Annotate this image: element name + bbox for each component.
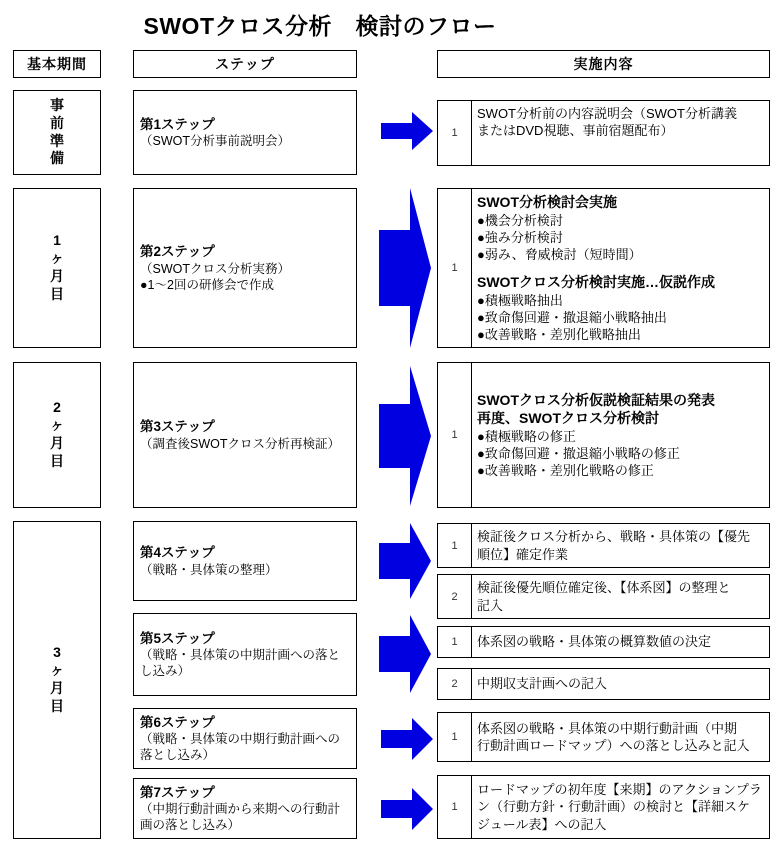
detail-box-4b[interactable] bbox=[437, 574, 770, 619]
arrow-step1-icon bbox=[381, 112, 433, 150]
step-box-6[interactable] bbox=[133, 708, 357, 769]
detail-line: 検証後優先順位確定後、【体系図】の整理と bbox=[477, 580, 731, 596]
detail-line: ●強み分析検討 bbox=[477, 229, 563, 245]
detail-line: ●積極戦略の修正 bbox=[477, 429, 576, 445]
period-char: 備 bbox=[50, 150, 64, 167]
detail-body bbox=[472, 669, 769, 699]
detail-line: ●改善戦略・差別化戦略抽出 bbox=[477, 327, 641, 343]
detail-line: ●機会分析検討 bbox=[477, 212, 563, 228]
detail-line: 中期収支計画への記入 bbox=[477, 676, 608, 692]
period-char: 目 bbox=[50, 697, 64, 714]
step-box-4[interactable] bbox=[133, 521, 357, 601]
detail-heading: SWOTクロス分析検討実施…仮説作成 bbox=[477, 274, 715, 291]
period-char: ヶ bbox=[50, 662, 64, 679]
detail-line: 順位】確定作業 bbox=[477, 546, 569, 562]
detail-box-5b[interactable] bbox=[437, 668, 770, 700]
period-char: 月 bbox=[50, 268, 64, 284]
detail-line: 検証後クロス分析から、戦略・具体策の【優先 bbox=[477, 529, 751, 545]
detail-heading: SWOT分析検討会実施 bbox=[477, 194, 617, 210]
detail-body bbox=[472, 627, 769, 657]
detail-line: 体系図の戦略・具体策の中期行動計画（中期 bbox=[477, 720, 738, 736]
arrow-step5-icon bbox=[379, 615, 431, 693]
detail-number: 2 bbox=[438, 575, 472, 618]
step-box-5[interactable] bbox=[133, 613, 357, 696]
step-subtitle: （SWOT分析事前説明会） bbox=[140, 134, 290, 149]
detail-body bbox=[472, 363, 769, 507]
arrow-step6-icon bbox=[381, 718, 433, 760]
step-title: 第5ステップ bbox=[140, 630, 215, 646]
arrow-step3-icon bbox=[379, 366, 431, 506]
detail-line: ●弱み、脅威検討（短時間） bbox=[477, 247, 642, 263]
detail-line: ●改善戦略・差別化戦略の修正 bbox=[477, 463, 654, 479]
detail-number: 1 bbox=[438, 524, 472, 567]
period-char: 2 bbox=[53, 399, 61, 416]
detail-number: 1 bbox=[438, 101, 472, 165]
step-title: 第3ステップ bbox=[140, 419, 215, 435]
detail-number: 2 bbox=[438, 669, 472, 699]
detail-line: 体系図の戦略・具体策の概算数値の決定 bbox=[477, 634, 712, 650]
period-cell-pre bbox=[13, 90, 101, 175]
detail-box-6[interactable] bbox=[437, 712, 770, 762]
page-title: SWOTクロス分析 検討のフロー bbox=[143, 13, 497, 39]
arrow-step4-icon bbox=[379, 523, 431, 599]
detail-line: ●積極戦略抽出 bbox=[477, 292, 563, 308]
detail-box-5a[interactable] bbox=[437, 626, 770, 658]
detail-body bbox=[472, 713, 769, 761]
detail-body bbox=[472, 524, 769, 567]
step-title: 第4ステップ bbox=[140, 545, 215, 561]
arrow-step2-icon bbox=[379, 188, 431, 348]
period-char: 目 bbox=[50, 452, 64, 469]
period-cell-month3 bbox=[13, 521, 101, 839]
arrow-step7-icon bbox=[381, 788, 433, 830]
detail-heading: 再度、SWOTクロス分析検討 bbox=[477, 410, 659, 427]
detail-number: 1 bbox=[438, 363, 472, 507]
step-subtitle: （戦略・具体策の整理） bbox=[140, 562, 278, 577]
step-box-3[interactable] bbox=[133, 362, 357, 508]
detail-line: ●致命傷回避・撤退縮小戦略抽出 bbox=[477, 310, 667, 326]
step-subtitle: （中期行動計画から来期への行動計画の落とし込み） bbox=[140, 802, 341, 833]
detail-line: 行動計画ロードマップ）への落とし込みと記入 bbox=[477, 738, 750, 753]
step-subtitle: （SWOTクロス分析実務） bbox=[140, 261, 290, 276]
detail-box-1[interactable] bbox=[437, 100, 770, 166]
header-step: ステップ bbox=[133, 50, 357, 78]
header-detail: 実施内容 bbox=[437, 50, 770, 78]
detail-body bbox=[472, 776, 769, 838]
detail-number: 1 bbox=[438, 627, 472, 657]
period-char: 目 bbox=[50, 285, 64, 302]
detail-line: 記入 bbox=[477, 597, 504, 613]
period-cell-month1 bbox=[13, 188, 101, 348]
step-bullet: ●1～2回の研修会で作成 bbox=[140, 277, 274, 292]
period-char: ヶ bbox=[50, 417, 64, 434]
detail-number: 1 bbox=[438, 189, 472, 347]
step-box-7[interactable] bbox=[133, 778, 357, 839]
period-char: 事 bbox=[50, 96, 64, 113]
detail-box-7[interactable] bbox=[437, 775, 770, 839]
header-period: 基本期間 bbox=[13, 50, 101, 78]
detail-line: SWOT分析前の内容説明会（SWOT分析講義 bbox=[477, 106, 737, 121]
step-title: 第7ステップ bbox=[140, 784, 215, 800]
period-char: 月 bbox=[50, 680, 64, 696]
detail-line: ●致命傷回避・撤退縮小戦略の修正 bbox=[477, 446, 680, 462]
period-char: ヶ bbox=[50, 250, 64, 267]
detail-body bbox=[472, 575, 769, 618]
detail-line: ン（行動方針・行動計画）の検討と【詳細スケ bbox=[477, 799, 751, 815]
detail-line: またはDVD視聴、事前宿題配布） bbox=[477, 123, 674, 139]
period-cell-month2 bbox=[13, 362, 101, 508]
period-char: 準 bbox=[50, 132, 64, 149]
step-box-2[interactable] bbox=[133, 188, 357, 348]
step-title: 第1ステップ bbox=[140, 116, 215, 132]
period-char: 1 bbox=[53, 232, 61, 249]
detail-number: 1 bbox=[438, 713, 472, 761]
period-char: 前 bbox=[50, 114, 64, 131]
step-box-1[interactable] bbox=[133, 90, 357, 175]
detail-box-3[interactable] bbox=[437, 362, 770, 508]
detail-line: ジュール表】への記入 bbox=[477, 816, 607, 832]
detail-box-4a[interactable] bbox=[437, 523, 770, 568]
period-char: 月 bbox=[50, 435, 64, 451]
detail-number: 1 bbox=[438, 776, 472, 838]
step-subtitle: （戦略・具体策の中期計画への落とし込み） bbox=[140, 648, 341, 679]
detail-body bbox=[472, 189, 769, 347]
detail-body bbox=[472, 101, 769, 165]
step-title: 第2ステップ bbox=[140, 244, 215, 260]
detail-heading: SWOTクロス分析仮説検証結果の発表 bbox=[477, 391, 715, 408]
detail-box-2[interactable] bbox=[437, 188, 770, 348]
detail-line: ロードマップの初年度【来期】のアクションプラ bbox=[477, 782, 762, 798]
step-title: 第6ステップ bbox=[140, 714, 215, 730]
period-char: 3 bbox=[53, 644, 61, 661]
detail-spacer bbox=[477, 263, 765, 273]
step-subtitle: （調査後SWOTクロス分析再検証） bbox=[140, 436, 340, 451]
step-subtitle: （戦略・具体策の中期行動計画への落とし込み） bbox=[140, 732, 341, 763]
